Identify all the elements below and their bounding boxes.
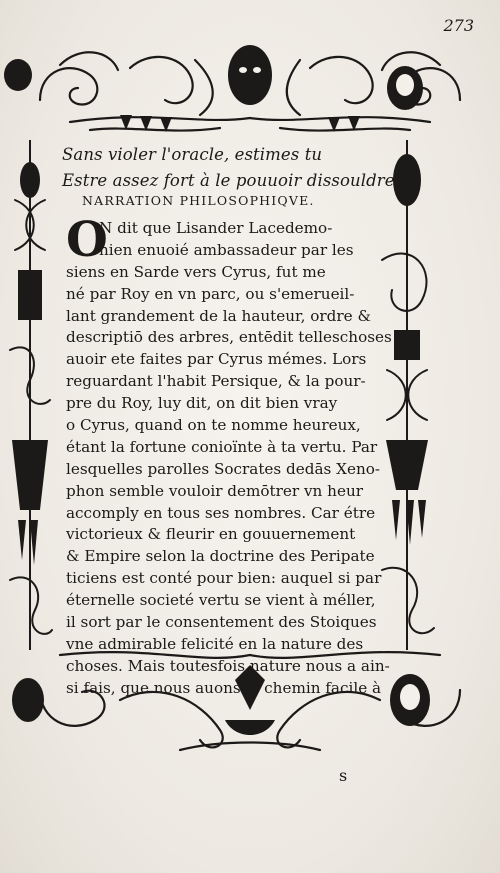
text-line: choses. Mais toutesfois nature nous a ain- <box>66 656 390 675</box>
text-line: éternelle societé vertu se vient à méller, <box>66 591 376 610</box>
text-line: pre du Roy, luy dit, on dit bien vray <box>66 394 338 413</box>
drop-cap: O <box>66 212 108 268</box>
page-number: 273 <box>443 16 474 35</box>
left-column-ornament <box>0 140 60 650</box>
top-ornament <box>0 30 500 142</box>
epigraph-line: Sans violer l'oracle, estimes tu <box>62 145 323 164</box>
text-line: si fais, que nous auons le chemin facile à <box>66 678 382 697</box>
text-line: nien enuoié ambassadeur par les <box>99 240 354 259</box>
text-line: victorieux & fleurir en gouuernement <box>66 525 356 544</box>
text-line: né par Roy en vn parc, ou s'emerueil- <box>66 284 355 303</box>
text-line: siens en Sarde vers Cyrus, fut me <box>66 262 326 281</box>
text-line: N dit que Lisander Lacedemo- <box>99 219 333 237</box>
text-line: étant la fortune conioïnte à ta vertu. Par <box>66 437 378 456</box>
epigraph-line: Estre assez fort à le pouuoir dissouldre? <box>62 171 404 190</box>
text-line: lant grandement de la hauteur, ordre & <box>66 306 371 325</box>
text-line: ticiens est conté pour bien: auquel si par <box>66 569 382 588</box>
body-text <box>66 212 392 700</box>
text-line: reguardant l'habit Persique, & la pour- <box>66 372 366 391</box>
catchword: s <box>339 766 348 785</box>
right-column-ornament <box>372 140 442 650</box>
text-line: phon semble vouloir demōtrer vn heur <box>66 481 363 500</box>
text-line: & Empire selon la doctrine des Peripate <box>66 547 375 566</box>
text-line: auoir ete faites par Cyrus mémes. Lors <box>66 350 367 369</box>
text-line: o Cyrus, quand on te nomme heureux, <box>66 416 361 435</box>
text-line: lesquelles parolles Socrates dedās Xeno- <box>66 459 381 478</box>
text-line: vne admirable felicité en la nature des <box>66 634 364 653</box>
epigraph <box>62 142 422 194</box>
section-heading: NARRATION PHILOSOPHIQVE. <box>82 193 315 208</box>
text-line: accomply en tous ses nombres. Car étre <box>66 503 376 522</box>
text-line: il sort par le consentement des Stoiques <box>66 613 377 632</box>
text-line: descriptiō des arbres, entēdit telleschoses <box>66 328 392 347</box>
